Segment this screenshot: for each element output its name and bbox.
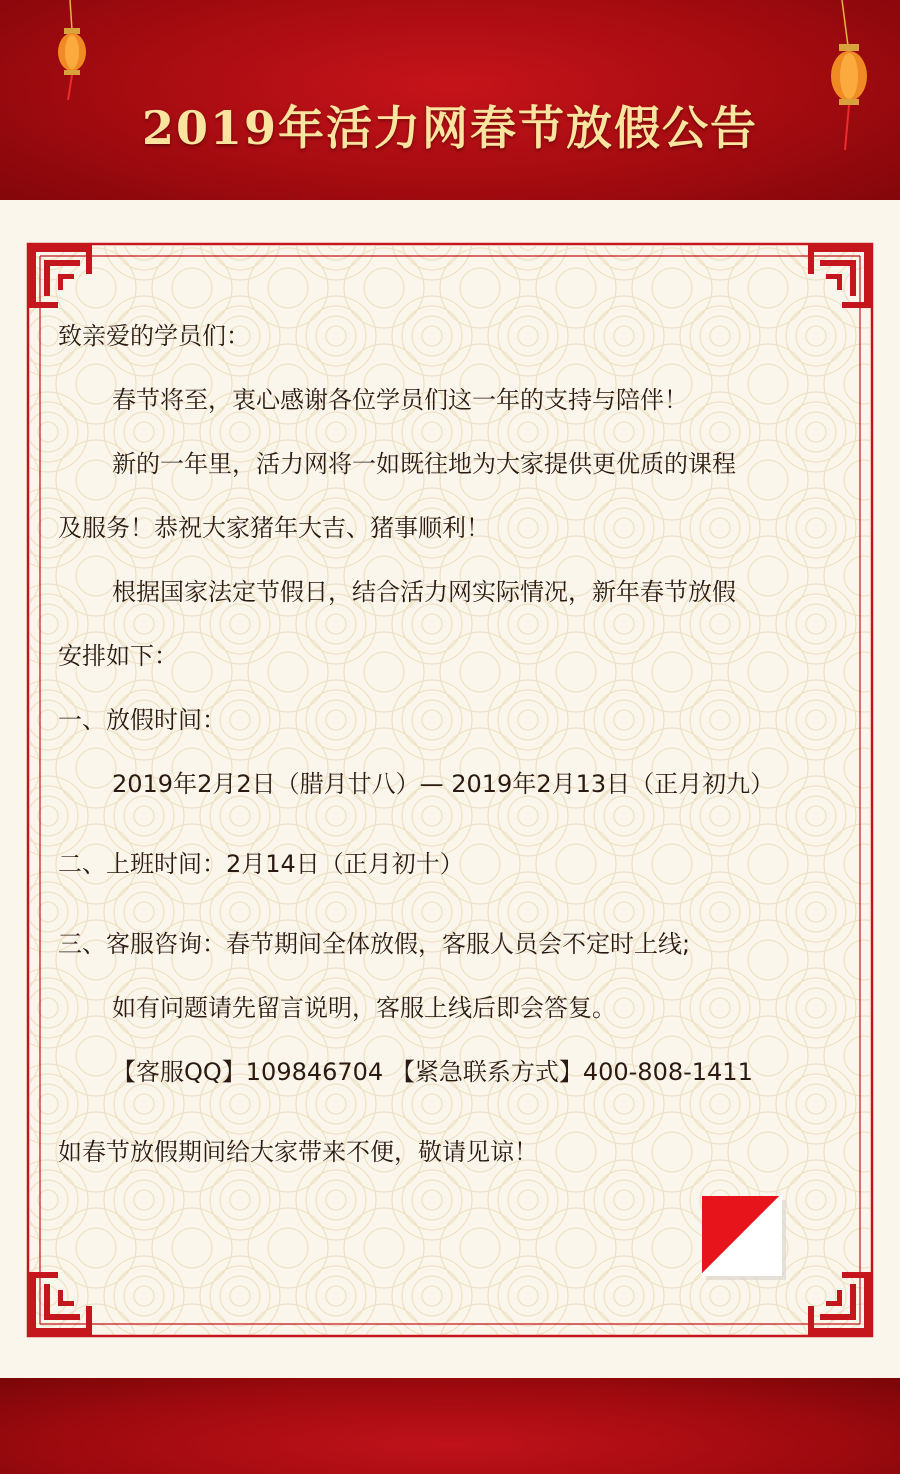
- logo-mark: [702, 1196, 786, 1280]
- page-title: 2019年活力网春节放假公告: [141, 101, 759, 155]
- bottom-banner: [0, 1378, 900, 1474]
- paragraph-newyear-line1: 新的一年里，活力网将一如既往地为大家提供更优质的课程: [112, 450, 736, 478]
- paragraph-thanks: 春节将至，衷心感谢各位学员们这一年的支持与陪伴！: [112, 386, 688, 414]
- section-holiday-heading: 一、放假时间：: [58, 706, 226, 734]
- paragraph-schedule-line1: 根据国家法定节假日，结合活力网实际情况，新年春节放假: [112, 578, 736, 606]
- torn-edge-top: [0, 204, 900, 228]
- paragraph-newyear-line2: 及服务！恭祝大家猪年大吉、猪事顺利！: [58, 514, 490, 542]
- contact-info: 【客服QQ】109846704 【紧急联系方式】400-808-1411: [112, 1058, 753, 1086]
- section-holiday-dates: 2019年2月2日（腊月廿八）— 2019年2月13日（正月初九）: [112, 770, 775, 798]
- greeting: 致亲爱的学员们：: [58, 322, 250, 350]
- torn-edge-bottom: [0, 1350, 900, 1378]
- section-service-line2: 如有问题请先留言说明，客服上线后即会答复。: [112, 994, 616, 1022]
- closing-note: 如春节放假期间给大家带来不便，敬请见谅！: [58, 1138, 538, 1166]
- section-work-resume: 二、上班时间：2月14日（正月初十）: [58, 850, 464, 878]
- section-service-line1: 三、客服咨询：春节期间全体放假，客服人员会不定时上线;: [58, 930, 691, 958]
- paragraph-schedule-line2: 安排如下：: [58, 642, 178, 670]
